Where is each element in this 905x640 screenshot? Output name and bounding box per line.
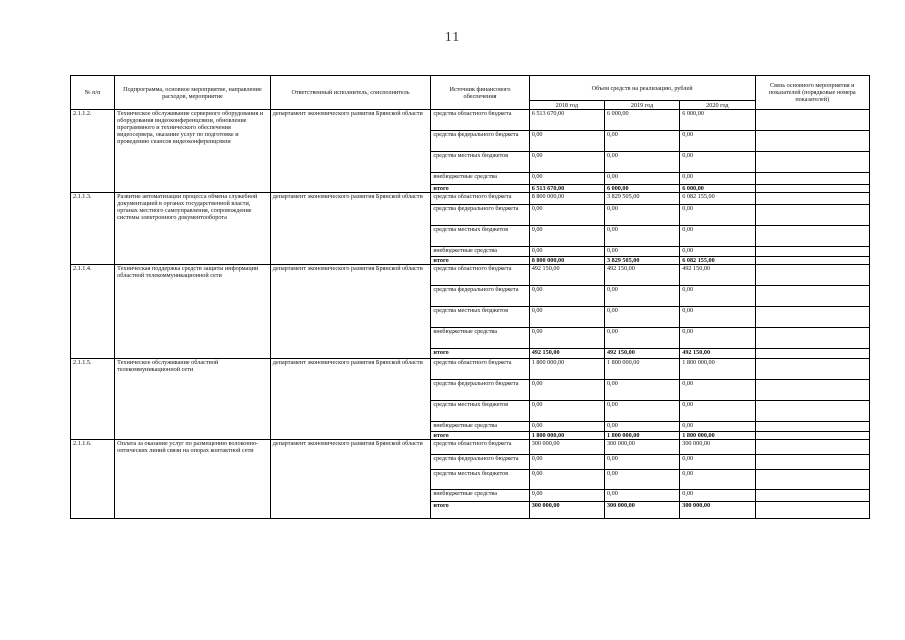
funding-source: средства областного бюджета [431,110,529,131]
amount-cell: 300 000,00 [604,440,679,455]
amount-cell: 3 829 505,00 [604,257,679,265]
amount-cell: 0,00 [680,307,755,328]
funding-source: средства местных бюджетов [431,226,529,247]
indicator-link-cell [755,226,870,247]
indicator-link-cell [755,490,870,502]
amount-cell: 0,00 [529,131,604,152]
activity-number: 2.1.1.4. [71,265,115,359]
header-year: 2019 год [604,101,679,110]
amount-cell: 0,00 [680,173,755,185]
amount-cell: 1 800 000,00 [680,359,755,380]
indicator-link-cell [755,502,870,519]
amount-cell: 492 150,00 [529,349,604,359]
header-name: Подпрограмма, основное мероприятие, направление расходов, мероприятие [115,76,271,110]
funding-source: итого [431,349,529,359]
amount-cell: 0,00 [604,455,679,470]
activity-executor: департамент экономического развития Брянской области [270,110,431,193]
amount-cell: 0,00 [529,152,604,173]
table-row [71,265,870,286]
funding-source: средства местных бюджетов [431,470,529,490]
amount-cell: 6 000,00 [604,185,679,193]
amount-cell: 492 150,00 [604,265,679,286]
amount-cell: 492 150,00 [529,265,604,286]
amount-cell: 0,00 [529,205,604,226]
amount-cell: 300 000,00 [604,502,679,519]
indicator-link-cell [755,349,870,359]
amount-cell: 0,00 [529,422,604,432]
funding-source: итого [431,185,529,193]
amount-cell: 0,00 [604,328,679,349]
amount-cell: 1 800 000,00 [529,359,604,380]
amount-cell: 300 000,00 [529,440,604,455]
amount-cell: 0,00 [680,286,755,307]
activity-name: Развитие автоматизации процесса обмена служебной документацией в органах государственной власти, органах местного самоуправления, сопровождение системы электронного документооборота [115,193,271,265]
funding-source: средства областного бюджета [431,265,529,286]
funding-source: внебюджетные средства [431,328,529,349]
funding-source: итого [431,257,529,265]
funding-source: средства федерального бюджета [431,455,529,470]
amount-cell: 0,00 [529,173,604,185]
amount-cell: 0,00 [529,490,604,502]
amount-cell: 0,00 [680,490,755,502]
amount-cell: 0,00 [529,328,604,349]
amount-cell: 6 513 670,00 [529,185,604,193]
activity-name: Оплата за оказание услуг по размещению волоконно-оптических линий связи на опорах контактной сети [115,440,271,519]
indicator-link-cell [755,265,870,286]
amount-cell: 492 150,00 [604,349,679,359]
amount-cell: 0,00 [680,247,755,257]
indicator-link-cell [755,432,870,440]
indicator-link-cell [755,193,870,205]
indicator-link-cell [755,131,870,152]
amount-cell: 0,00 [604,422,679,432]
header-year: 2020 год [680,101,755,110]
header-executor: Ответственный исполнитель, соисполнитель [270,76,431,110]
page-number: 11 [444,30,461,45]
amount-cell: 3 829 505,00 [604,193,679,205]
funding-source: средства областного бюджета [431,440,529,455]
amount-cell: 0,00 [604,226,679,247]
funding-source: средства федерального бюджета [431,380,529,401]
activity-name: Техническое обслуживание областной телекоммуникационной сети [115,359,271,440]
indicator-link-cell [755,422,870,432]
funding-source: внебюджетные средства [431,490,529,502]
funding-source: средства областного бюджета [431,193,529,205]
amount-cell: 0,00 [604,401,679,422]
header-source: Источник финансового обеспечения [431,76,529,110]
activity-number: 2.1.1.3. [71,193,115,265]
amount-cell: 1 800 000,00 [604,359,679,380]
funding-source: средства местных бюджетов [431,401,529,422]
amount-cell: 6 082 155,00 [680,193,755,205]
amount-cell: 300 000,00 [680,502,755,519]
amount-cell: 300 000,00 [680,440,755,455]
amount-cell: 6 000,00 [680,185,755,193]
indicator-link-cell [755,380,870,401]
funding-source: внебюджетные средства [431,422,529,432]
amount-cell: 0,00 [604,286,679,307]
indicator-link-cell [755,359,870,380]
amount-cell: 1 800 000,00 [604,432,679,440]
indicator-link-cell [755,257,870,265]
header-year: 2018 год [529,101,604,110]
activity-number: 2.1.1.6. [71,440,115,519]
amount-cell: 6 000,00 [604,110,679,131]
amount-cell: 0,00 [680,422,755,432]
amount-cell: 8 800 000,00 [529,257,604,265]
funding-source: средства областного бюджета [431,359,529,380]
amount-cell: 0,00 [680,226,755,247]
amount-cell: 0,00 [529,455,604,470]
amount-cell: 1 800 000,00 [680,432,755,440]
indicator-link-cell [755,110,870,131]
amount-cell: 0,00 [604,380,679,401]
amount-cell: 0,00 [680,131,755,152]
activity-executor: департамент экономического развития Брянской области [270,193,431,265]
amount-cell: 0,00 [529,380,604,401]
header-num: № п/п [71,76,115,110]
activity-executor: департамент экономического развития Брянской области [270,265,431,359]
amount-cell: 0,00 [680,380,755,401]
activity-executor: департамент экономического развития Брянской области [270,359,431,440]
funding-source: итого [431,432,529,440]
activity-executor: департамент экономического развития Брянской области [270,440,431,519]
amount-cell: 0,00 [529,247,604,257]
activity-number: 2.1.1.5. [71,359,115,440]
indicator-link-cell [755,205,870,226]
amount-cell: 492 150,00 [680,265,755,286]
indicator-link-cell [755,286,870,307]
amount-cell: 300 000,00 [529,502,604,519]
funding-source: итого [431,502,529,519]
indicator-link-cell [755,401,870,422]
funding-source: средства местных бюджетов [431,152,529,173]
amount-cell: 6 513 670,00 [529,110,604,131]
amount-cell: 0,00 [529,401,604,422]
funding-source: средства местных бюджетов [431,307,529,328]
amount-cell: 0,00 [680,205,755,226]
amount-cell: 0,00 [604,173,679,185]
amount-cell: 0,00 [604,490,679,502]
indicator-link-cell [755,455,870,470]
amount-cell: 0,00 [529,470,604,490]
amount-cell: 0,00 [604,247,679,257]
amount-cell: 0,00 [529,286,604,307]
amount-cell: 0,00 [604,307,679,328]
amount-cell: 0,00 [604,131,679,152]
indicator-link-cell [755,247,870,257]
amount-cell: 0,00 [529,307,604,328]
amount-cell: 8 800 000,00 [529,193,604,205]
table-row [71,440,870,455]
amount-cell: 492 150,00 [680,349,755,359]
amount-cell: 0,00 [529,226,604,247]
amount-cell: 0,00 [680,152,755,173]
header-volume: Объем средств на реализацию, рублей [529,76,755,101]
funding-source: внебюджетные средства [431,247,529,257]
amount-cell: 6 000,00 [680,110,755,131]
indicator-link-cell [755,470,870,490]
table-row [71,359,870,380]
indicator-link-cell [755,152,870,173]
table-body [71,110,870,519]
indicator-link-cell [755,440,870,455]
funding-source: средства федерального бюджета [431,131,529,152]
amount-cell: 1 800 000,00 [529,432,604,440]
amount-cell: 0,00 [604,470,679,490]
amount-cell: 0,00 [680,470,755,490]
amount-cell: 0,00 [604,205,679,226]
table-row [71,110,870,131]
amount-cell: 6 082 155,00 [680,257,755,265]
funding-source: средства федерального бюджета [431,286,529,307]
budget-table [70,75,870,519]
funding-source: средства федерального бюджета [431,205,529,226]
amount-cell: 0,00 [680,455,755,470]
activity-name: Техническая поддержка средств защиты информации областной телекоммуникационной сети [115,265,271,359]
amount-cell: 0,00 [680,328,755,349]
funding-source: внебюджетные средства [431,173,529,185]
activity-number: 2.1.1.2. [71,110,115,193]
indicator-link-cell [755,328,870,349]
header-link: Связь основного мероприятия и показателей (порядковые номера показателей) [755,76,870,110]
amount-cell: 0,00 [680,401,755,422]
activity-name: Техническое обслуживание серверного оборудования и оборудования видеоконференцсвязи, обновление программного и технического обеспечения видеосервера, оказание услуг по подготовке и проведению сеансов видеоконференцсвязи [115,110,271,193]
table-row [71,193,870,205]
indicator-link-cell [755,307,870,328]
indicator-link-cell [755,173,870,185]
indicator-link-cell [755,185,870,193]
amount-cell: 0,00 [604,152,679,173]
